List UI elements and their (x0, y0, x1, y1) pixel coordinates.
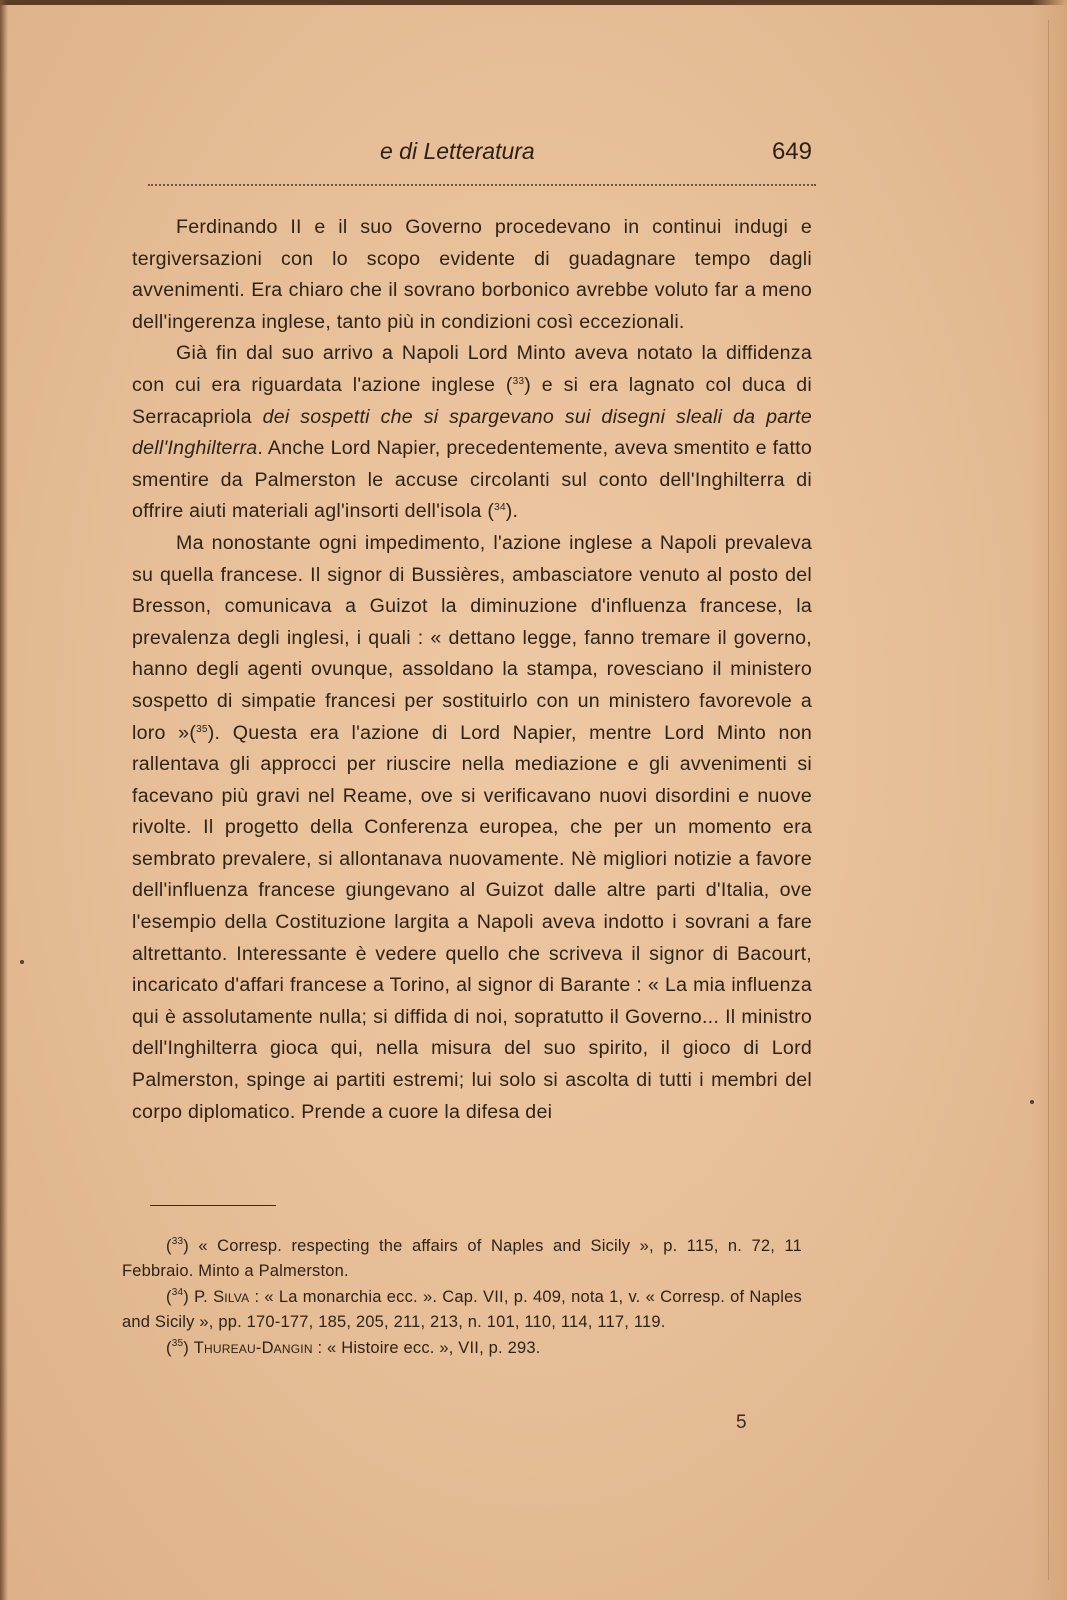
header-dotted-rule (148, 184, 816, 186)
text-run: Già fin dal suo arrivo a Napoli Lord Minto aveva notato la diffidenza con cui era riguardata l'azione inglese ( (132, 342, 812, 396)
note-ref: 34 (171, 1287, 184, 1298)
text-run: ( (166, 1339, 172, 1357)
text-run: : « Histoire ecc. », VII, p. 293. (312, 1339, 541, 1357)
text-run: ) P. (183, 1288, 214, 1306)
text-run: ( (166, 1237, 172, 1255)
signature-mark: 5 (736, 1412, 747, 1433)
footnote (122, 1336, 802, 1361)
text-run: ( (166, 1288, 172, 1306)
text-run: : « La monarchia ecc. ». Cap. VII, p. 409, nota 1, v. « Corresp. of Naples and Sicily », pp. 170-177, 185, 205, 211, 213, n. 101, 110, 114, 117, 119. (122, 1288, 802, 1331)
footnote (122, 1285, 802, 1335)
author-name: Thureau-Dangin (193, 1339, 313, 1357)
text-run: ) e si era lagnato col duca di Serracapriola (132, 373, 812, 428)
text-run: ). (505, 500, 519, 523)
main-text (132, 212, 812, 1128)
author-name: Silva (213, 1288, 250, 1306)
footnote (122, 1234, 802, 1284)
running-head (130, 138, 820, 172)
paragraph (132, 338, 812, 528)
footnotes (122, 1234, 802, 1362)
italic-text: dei sospetti che si spargevano sui disegni sleali da parte dell'Inghilterra (132, 405, 812, 460)
text-run: ) « Corresp. respecting the affairs of Naples and Sicily », p. 115, n. 72, 11 Febbraio. Minto a Palmerston. (122, 1237, 802, 1280)
text-run: ). Questa era l'azione di Lord Napier, mentre Lord Minto non rallentava gli approcci per riuscire nella mediazione e gli avvenimenti si facevano più gravi nel Reame, ove si verificavano nuovi disordini e nuove rivolte. Il progetto della Conferenza europea, che per un momento era sembrato prevalere, si allontanava nuovamente. Nè migliori notizie a favore dell'influenza francese giungevano al Guizot dalle altre parti d'Italia, ove l'esempio della Costituzione largita a Napoli aveva indotto i sovrani a fare altrettanto. Interessante è vedere quello che scriveva il signor di Bacourt, incaricato d'affari francese a Torino, al signor di Barante : « La mia influenza qui è assolutamente nulla; si diffida di noi, sopratutto il Governo... Il ministro dell'Inghilterra gioca qui, nella misura del suo spirito, il gioco di Lord Palmerston, spinge ai partiti estremi; lui solo si ascolta di tutti i membri del corpo diplomatico. Prende a cuore la difesa dei (132, 721, 812, 1123)
running-title: e di Letteratura (380, 138, 535, 164)
paper-speck (20, 960, 24, 964)
text-run: Ferdinando II e il suo Governo procedevano in continui indugi e tergiversazioni con lo scopo evidente di guadagnare tempo dagli avvenimenti. Era chiaro che il sovrano borbonico avrebbe voluto far a meno dell'ingerenza inglese, tanto più in condizioni così eccezionali. (132, 216, 812, 333)
text-run: ) (183, 1339, 194, 1357)
note-ref: 34 (494, 502, 506, 514)
right-page-fold (1048, 20, 1049, 1580)
paragraph (132, 212, 812, 338)
left-edge-shadow (0, 0, 8, 1600)
footnote-separator (150, 1205, 276, 1206)
top-edge-shadow (0, 0, 1067, 5)
note-ref: 33 (512, 375, 525, 387)
text-run: . Anche Lord Napier, precedentemente, aveva smentito e fatto smentire da Palmerston le accuse circolanti sul conto dell'Inghilterra di offrire aiuti materiali agl'insorti dell'isola ( (132, 437, 812, 523)
note-ref: 35 (171, 1338, 184, 1349)
page-number: 649 (771, 138, 812, 165)
right-edge-shadow (1031, 0, 1067, 1600)
text-run: Ma nonostante ogni impedimento, l'azione inglese a Napoli prevaleva su quella francese. Il signor di Bussières, ambasciatore venuto al posto del Bresson, comunicava a Guizot la diminuzione d'influenza francese, la prevalenza degli inglesi, i quali : « dettano legge, fanno tremare il governo, hanno degli agenti ovunque, assoldano la stampa, rovesciano il ministero sospetto di simpatie francesi per sostituirlo con un ministero favorevole a loro »( (132, 531, 812, 744)
note-ref: 33 (171, 1236, 184, 1247)
paragraph (132, 528, 812, 1128)
note-ref: 35 (196, 723, 208, 735)
paper-speck (1030, 1100, 1034, 1104)
